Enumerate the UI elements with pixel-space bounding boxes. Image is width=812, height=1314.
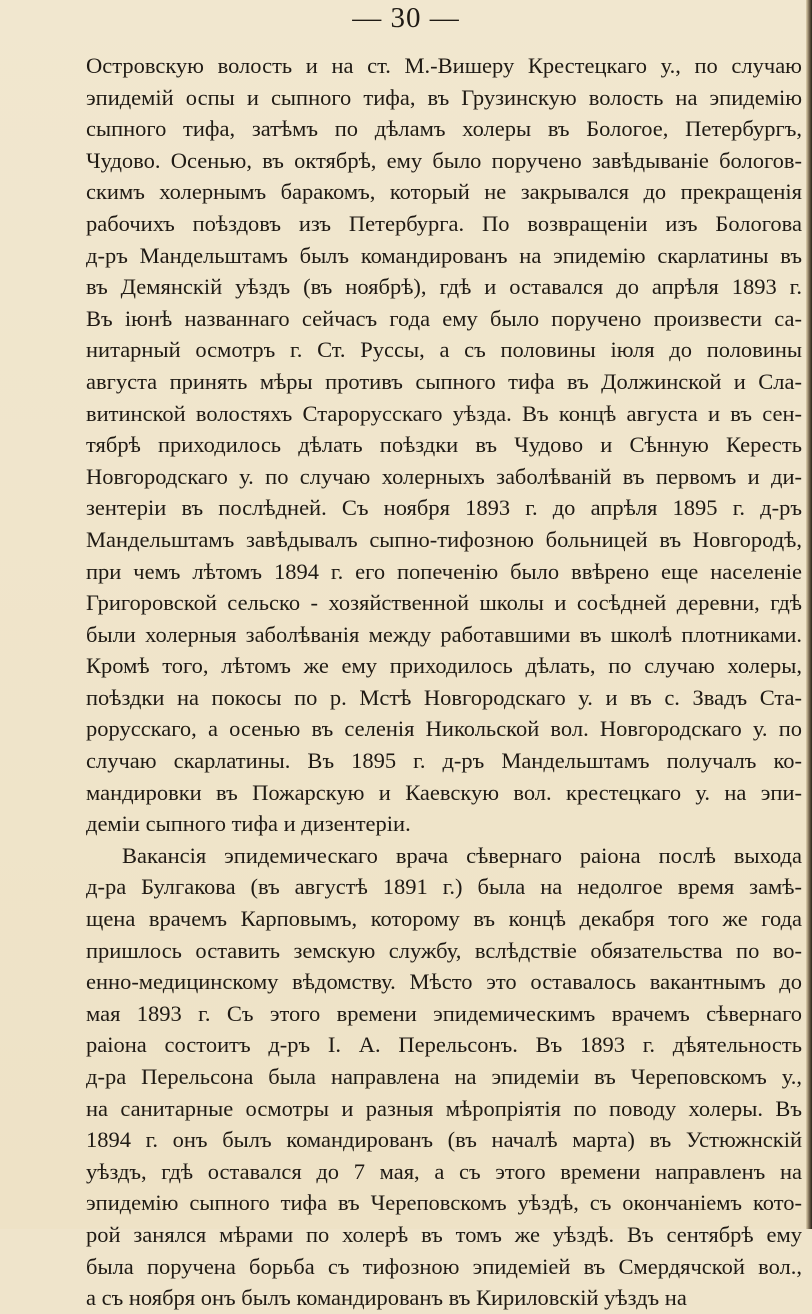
text-line: случаю скарлатины. Въ 1895 г. д-ръ Мандельштамъ получалъ ко- [86, 748, 802, 774]
paragraph [86, 50, 802, 840]
text-line: въ Демянскій уѣздъ (въ ноябрѣ), гдѣ и оставался до апрѣля 1893 г. [86, 274, 802, 300]
text-line: эпидемію сыпного тифа въ Череповскомъ уѣздѣ, съ окончаніемъ кото- [86, 1190, 802, 1216]
text-line: Въ іюнѣ названнаго сейчасъ года ему было поручено произвести са- [86, 305, 802, 331]
text-line: тябрѣ приходилось дѣлать поѣздки въ Чудово и Сѣнную Кересть [86, 432, 802, 458]
text-line: Чудово. Осенью, въ октябрѣ, ему было поручено завѣдываніе бологов- [86, 147, 802, 173]
text-line: сыпного тифа, затѣмъ по дѣламъ холеры въ Бологое, Петербургъ, [86, 116, 802, 142]
text-line: рой занялся мѣрами по холерѣ въ томъ же уѣздѣ. Въ сентябрѣ ему [86, 1221, 802, 1247]
page-number: — 30 — [352, 2, 460, 34]
text-line: при чемъ лѣтомъ 1894 г. его попеченію было ввѣрено еще населеніе [86, 558, 802, 584]
text-line: Мандельштамъ завѣдывалъ сыпно-тифозною больницей въ Новгородѣ, [86, 526, 802, 552]
text-line: скимъ холернымъ баракомъ, который не закрывался до прекращенія [86, 179, 802, 205]
text-line: д-ръ Мандельштамъ былъ командированъ на эпидемію скарлатины въ [86, 242, 802, 268]
text-line: мандировки въ Пожарскую и Каевскую вол. крестецкаго у. на эпи- [86, 779, 802, 805]
page-edge-shadow [806, 0, 812, 1229]
text-line: раіона состоитъ д-ръ І. А. Перельсонъ. Въ 1893 г. дѣятельность [86, 1032, 802, 1058]
text-line: витинской волостяхъ Старорусскаго уѣзда. Въ концѣ августа и въ сен- [86, 400, 802, 426]
text-line: пришлось оставить земскую службу, вслѣдствіе обязательства по во- [86, 937, 802, 963]
body-text [86, 50, 802, 1314]
text-line: нитарный осмотръ г. Ст. Руссы, а съ половины іюля до половины [86, 337, 802, 363]
text-line: зентеріи въ послѣдней. Съ ноября 1893 г. до апрѣля 1895 г. д-ръ [86, 495, 802, 521]
text-line: Вакансія эпидемическаго врача сѣвернаго раіона послѣ выхода [122, 842, 802, 868]
text-line: уѣздъ, гдѣ оставался до 7 мая, а съ этого времени направленъ на [86, 1158, 802, 1184]
text-line: а съ ноября онъ былъ командированъ въ Кириловскій уѣздъ на [86, 1285, 687, 1311]
text-line: на санитарные осмотры и разныя мѣропріятія по поводу холеры. Въ [86, 1095, 802, 1121]
text-line: эпидемій оспы и сыпного тифа, въ Грузинскую волость на эпидемію [86, 84, 802, 110]
paragraph [86, 840, 802, 1314]
text-line: рорусскаго, а осенью въ селенія Никольской вол. Новгородскаго у. по [86, 716, 802, 742]
text-line: Кромѣ того, лѣтомъ же ему приходилось дѣлать, по случаю холеры, [86, 653, 802, 679]
text-line: Новгородскаго у. по случаю холерныхъ заболѣваній въ первомъ и ди- [86, 463, 802, 489]
text-line: Григоровской сельско - хозяйственной школы и сосѣдней деревни, гдѣ [86, 590, 802, 616]
text-line: д-ра Булгакова (въ августѣ 1891 г.) была на недолгое время замѣ- [86, 874, 802, 900]
text-line: 1894 г. онъ былъ командированъ (въ началѣ марта) въ Устюжнскій [86, 1127, 802, 1153]
text-line: поѣздки на покосы по р. Мстѣ Новгородскаго у. и въ с. Звадъ Ста- [86, 684, 802, 710]
text-line: д-ра Перельсона была направлена на эпидеміи въ Череповскомъ у., [86, 1064, 802, 1089]
text-line: деміи сыпного тифа и дизентеріи. [86, 811, 411, 837]
text-line: енно-медицинскому вѣдомству. Мѣсто это оставалось вакантнымъ до [86, 969, 802, 995]
text-line: Островскую волость и на ст. М.-Вишеру Крестецкаго у., по случаю [86, 53, 802, 78]
text-line: были холерныя заболѣванія между работавшими въ школѣ плотниками. [86, 621, 802, 647]
text-line: мая 1893 г. Съ этого времени эпидемическимъ врачемъ сѣвернаго [86, 1000, 802, 1026]
text-line: рабочихъ поѣздовъ изъ Петербурга. По возвращеніи изъ Бологова [86, 210, 802, 236]
text-line: щена врачемъ Карповымъ, которому въ концѣ декабря того же года [86, 906, 802, 932]
text-line: августа принять мѣры противъ сыпного тифа въ Должинской и Сла- [86, 368, 802, 394]
text-line: была поручена борьба съ тифозною эпидеміей въ Смердячской вол., [86, 1253, 802, 1279]
